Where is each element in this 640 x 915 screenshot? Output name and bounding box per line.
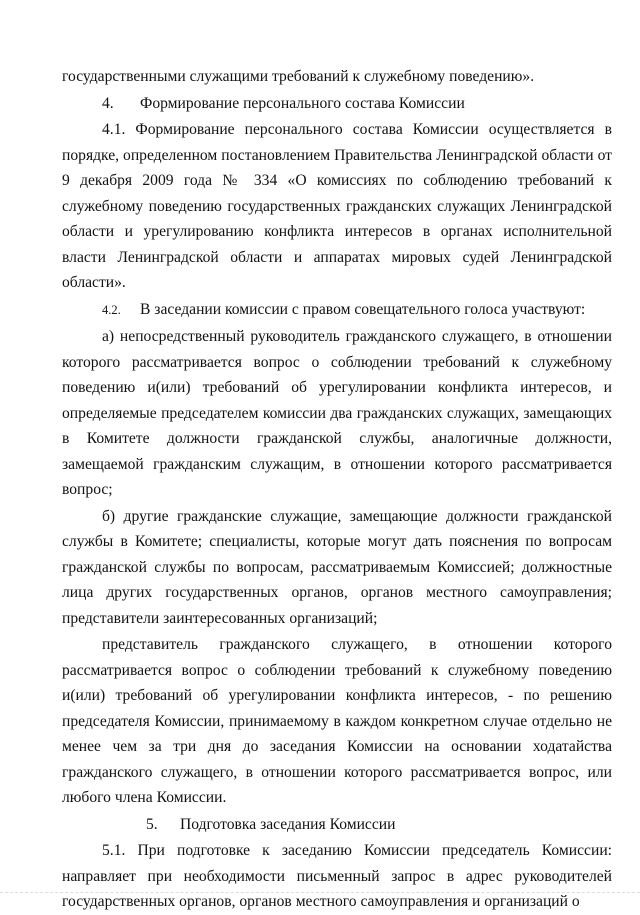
section-4-title: Формирование персонального состава Комиссии [140, 94, 465, 112]
paragraph-continuation: государственными служащими требований к служебному поведению». [62, 68, 535, 85]
paragraph-b: б) другие гражданские служащие, замещающие должности гражданской службы в Комитете; специалисты, которые могут дать пояснения по вопросам гражданской службы по вопросам, рассматриваемым Комиссией; должностные лица других государственных органов, органов местного самоуправления; представители заинтересованных организаций; [62, 507, 612, 627]
paragraph-4-1: 4.1. Формирование персонального состава Комиссии осуществляется в порядке, определенном постановлением Правительства Ленинградской области от 9 декабря 2009 года № 334 «О комиссиях по соблюдению требований к служебному поведению государственных гражданских служащих Ленинградской области и урегулированию конфликта интересов в органах исполнительной власти Ленинградской области и аппаратах мировых судей Ленинградской области». [62, 121, 612, 291]
paragraph-c: представитель гражданского служащего, в отношении которого рассматривается вопрос о соблюдении требований к служебному поведению и(или) требований об урегулировании конфликта интересов, - по решению председателя Комиссии, принимаемому в каждом конкретном случае отдельно не менее чем за три дня до заседания Комиссии на основании ходатайства гражданского служащего, в отношении которого рассматривается вопрос, или любого члена Комиссии. [62, 636, 612, 806]
paragraph-4-2 [62, 297, 612, 324]
section-5-number: 5. [146, 815, 158, 833]
scan-bottom-edge [0, 892, 640, 905]
paragraph-4-2-number: 4.2. [102, 302, 121, 317]
section-5-heading [62, 812, 612, 838]
document-page [62, 64, 612, 915]
paragraph-5-1: 5.1. При подготовке к заседанию Комиссии председатель Комиссии: направляет при необходимости письменный запрос в адрес руководителей государственных органов, органов местного самоуправления и организаций о [62, 842, 612, 910]
section-4-number: 4. [102, 94, 114, 112]
paragraph-4-2-text: В заседании комиссии с правом совещательного голоса участвуют: [140, 300, 586, 318]
paragraph-a: а) непосредственный руководитель гражданского служащего, в отношении которого рассматривается вопрос о соблюдении требований к служебному поведению и(или) требований об урегулировании конфликта интересов, и определяемые председателем комиссии два гражданских служащих, замещающих в Комитете должности гражданской службы, аналогичные должности, замещаемой гражданским служащим, в отношении которого рассматривается вопрос; [62, 328, 612, 498]
section-5-title: Подготовка заседания Комиссии [180, 815, 396, 833]
section-4-heading [62, 91, 612, 117]
